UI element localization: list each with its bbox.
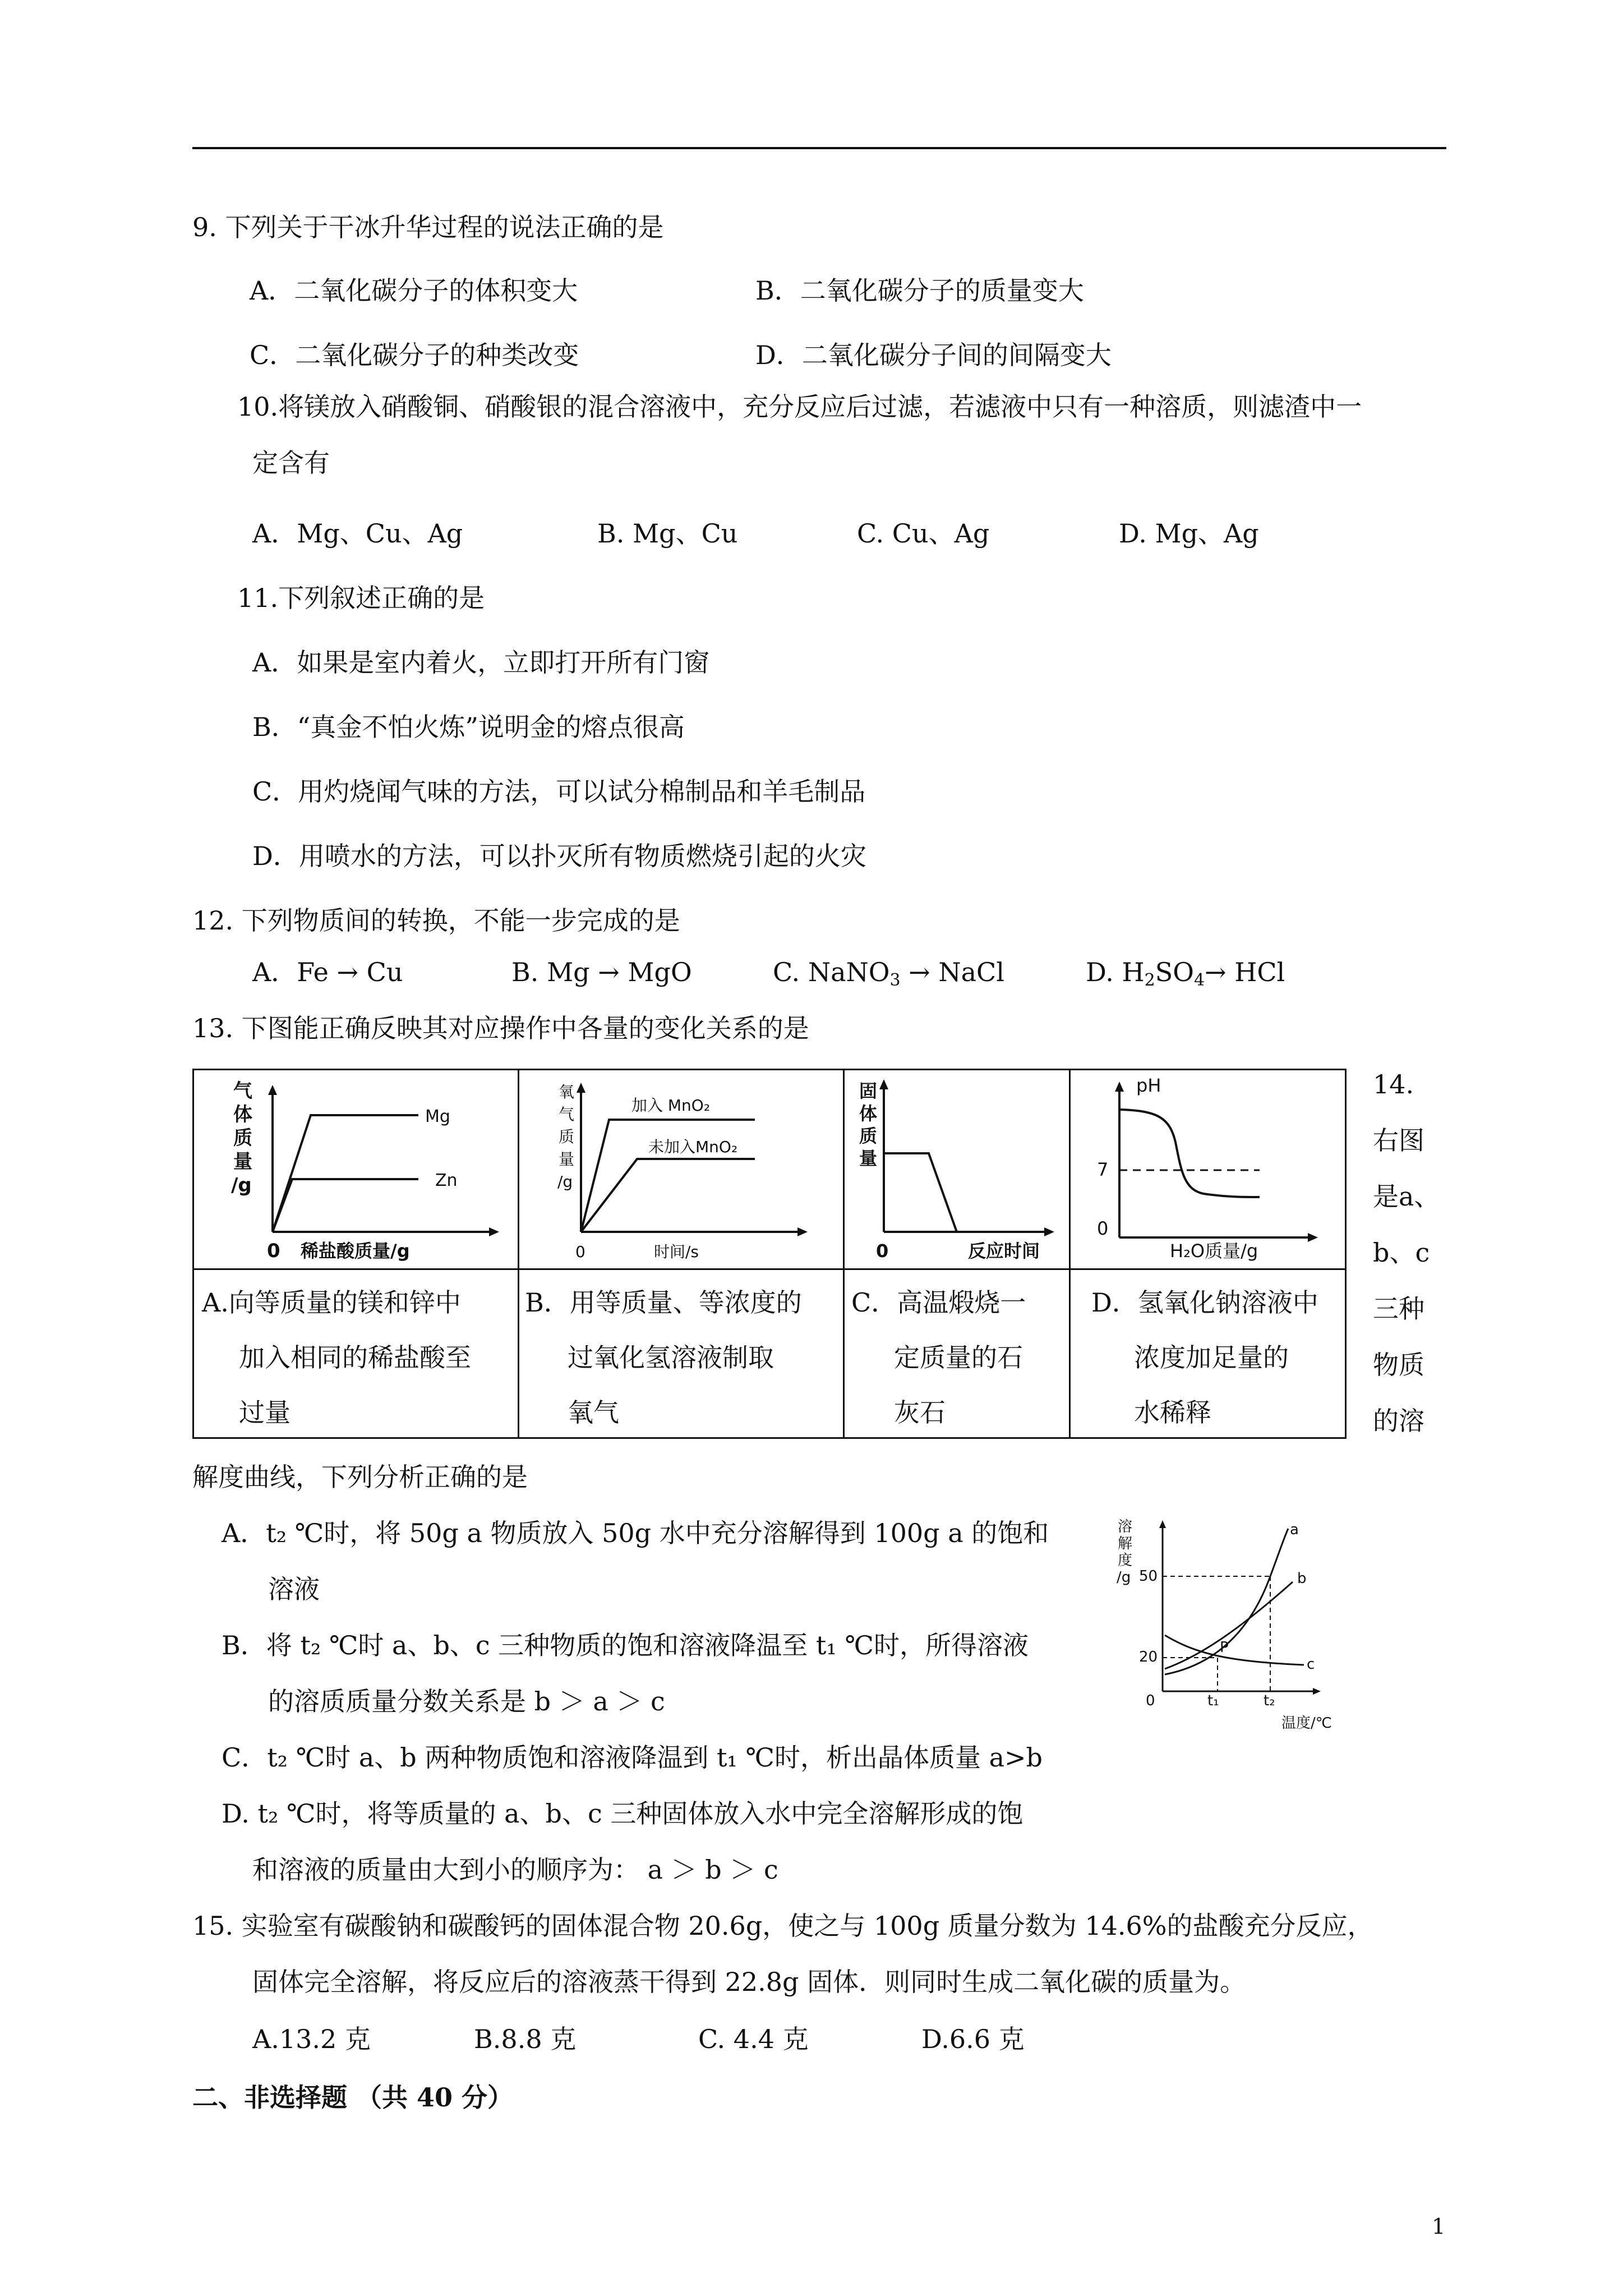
q10-option-b: B. Mg、Cu — [597, 518, 738, 549]
sol-ytick-50: 50 — [1139, 1568, 1158, 1585]
q11-option-c: C．用灼烧闻气味的方法，可以试分棉制品和羊毛制品 — [252, 776, 866, 807]
q13-caption-a: A.向等质量的镁和锌中 加入相同的稀盐酸至 过量 — [202, 1287, 471, 1428]
graph-b-ylabel-0: 氧 — [559, 1083, 575, 1101]
sol-xlabel: 温度/℃ — [1281, 1715, 1332, 1732]
q10-option-c: C. Cu、Ag — [857, 518, 990, 549]
section-2-title: 二、非选择题 （共 40 分） — [192, 2082, 514, 2113]
graph-b — [553, 1075, 833, 1266]
graph-b-origin: 0 — [575, 1243, 585, 1261]
graph-d-tick-7: 7 — [1097, 1159, 1109, 1180]
q9-option-b: B．二氧化碳分子的质量变大 — [755, 275, 1084, 306]
graph-a-ylabel-1: 体 — [233, 1103, 252, 1126]
graph-c-xlabel: 反应时间 — [968, 1240, 1040, 1262]
q9-option-a: A．二氧化碳分子的体积变大 — [250, 275, 578, 306]
sol-ytick-20: 20 — [1139, 1649, 1158, 1665]
graph-a-series-mg: Mg — [425, 1107, 450, 1126]
q11-option-a: A．如果是室内着火，立即打开所有门窗 — [252, 647, 710, 678]
header-rule — [192, 147, 1446, 149]
q14-side-6: 的溶 — [1373, 1406, 1424, 1436]
q14-option-a-line2: 溶液 — [268, 1574, 320, 1604]
q14-option-a-line1: A．t₂ ℃时，将 50g a 物质放入 50g 水中充分溶解得到 100g a 的饱和 — [222, 1518, 1049, 1548]
q14-side-4: 三种 — [1373, 1294, 1424, 1324]
graph-b-ylabel-3: 量 — [559, 1150, 575, 1168]
q11-stem: 11.下列叙述正确的是 — [237, 583, 485, 613]
q13-table — [192, 1069, 1347, 1439]
graph-d-ylabel: pH — [1136, 1075, 1161, 1096]
q12-option-a: A．Fe → Cu — [252, 957, 403, 987]
arrow-icon: → — [336, 957, 359, 987]
sol-point-p: P — [1220, 1639, 1229, 1656]
q13-caption-d: D．氢氧化钠溶液中 浓度加足量的 水稀释 — [1091, 1287, 1318, 1428]
graph-c-ylabel-1: 体 — [859, 1103, 878, 1124]
q15-stem-line1: 15. 实验室有碳酸钠和碳酸钙的固体混合物 20.6g，使之与 100g 质量分数为 14.6%的盐酸充分反应， — [192, 1911, 1373, 1941]
arrow-icon: → — [598, 957, 620, 987]
sol-xtick-t1: t₁ — [1207, 1692, 1219, 1709]
q9-option-d: D．二氧化碳分子间的间隔变大 — [755, 340, 1112, 370]
q15-option-c: C. 4.4 克 — [698, 2024, 809, 2054]
q15-option-d: D.6.6 克 — [921, 2024, 1025, 2054]
graph-c-origin: 0 — [876, 1240, 889, 1262]
q14-option-d-line1: D. t₂ ℃时，将等质量的 a、b、c 三种固体放入水中完全溶解形成的饱 — [222, 1798, 1023, 1829]
q14-option-d-line2: 和溶液的质量由大到小的顺序为： a ＞ b ＞ c — [252, 1855, 778, 1885]
q10-stem-line1: 10.将镁放入硝酸铜、硝酸银的混合溶液中，充分反应后过滤，若滤液中只有一种溶质，则滤渣中一 — [237, 392, 1362, 422]
sol-curve-b-label: b — [1297, 1570, 1307, 1587]
graph-d — [1075, 1075, 1344, 1266]
graph-a-ylabel-0: 气 — [233, 1080, 252, 1102]
sol-xtick-0: 0 — [1146, 1692, 1155, 1709]
q15-option-b: B.8.8 克 — [474, 2024, 577, 2054]
graph-b-ylabel-4: /g — [557, 1172, 573, 1191]
q12-stem: 12. 下列物质间的转换，不能一步完成的是 — [192, 905, 680, 936]
graph-a-ylabel-3: 量 — [233, 1151, 252, 1173]
sol-curve-c-label: c — [1307, 1656, 1315, 1673]
q12-option-b: B. Mg → MgO — [511, 957, 692, 987]
q15-stem-line2: 固体完全溶解，将反应后的溶液蒸干得到 22.8g 固体．则同时生成二氧化碳的质量为。 — [252, 1967, 1246, 1997]
sol-xtick-t2: t₂ — [1264, 1692, 1275, 1709]
q12-option-d: D. $H_2SO_4\to$ HCl — [1086, 957, 1285, 990]
q10-stem-line2: 定含有 — [252, 448, 330, 478]
q14-side-3: b、c — [1373, 1237, 1430, 1268]
page-number: 1 — [1432, 2214, 1446, 2239]
q14-option-b-line2: 的溶质质量分数关系是 b ＞ a ＞ c — [268, 1686, 665, 1717]
q13-stem: 13. 下图能正确反映其对应操作中各量的变化关系的是 — [192, 1013, 809, 1043]
graph-b-xlabel: 时间/s — [654, 1243, 699, 1261]
q15-option-a: A.13.2 克 — [252, 2024, 371, 2054]
q14-option-c: C．t₂ ℃时 a、b 两种物质饱和溶液降温到 t₁ ℃时，析出晶体质量 a>b — [222, 1742, 1043, 1773]
sol-ylabel-0: 溶 — [1118, 1519, 1133, 1535]
graph-a — [228, 1075, 508, 1266]
q13-caption-c: C．高温煅烧一 定质量的石 灰石 — [851, 1287, 1026, 1428]
sol-ylabel-2: 度 — [1118, 1552, 1133, 1569]
q13-caption-b: B．用等质量、等浓度的 过氧化氢溶液制取 氧气 — [525, 1287, 802, 1428]
q11-option-b: B．“真金不怕火炼”说明金的熔点很高 — [252, 712, 685, 742]
q10-option-a: A．Mg、Cu、Ag — [252, 518, 463, 549]
graph-b-series-without-mno2: 未加入MnO₂ — [648, 1138, 738, 1156]
q14-side-2: 是a、 — [1373, 1181, 1440, 1212]
q14-stem: 解度曲线，下列分析正确的是 — [192, 1462, 528, 1492]
q14-side-0: 14. — [1373, 1069, 1414, 1099]
arrow-icon: → — [909, 957, 930, 987]
q10-option-d: D. Mg、Ag — [1119, 518, 1259, 549]
graph-a-ylabel-2: 质 — [233, 1127, 252, 1149]
graph-b-ylabel-1: 气 — [559, 1105, 575, 1124]
sol-ylabel-3: /g — [1117, 1569, 1131, 1586]
sol-curve-a-label: a — [1290, 1521, 1299, 1538]
q9-stem: 9. 下列关于干冰升华过程的说法正确的是 — [192, 212, 664, 242]
graph-c-ylabel-2: 质 — [859, 1125, 878, 1147]
graph-d-origin: 0 — [1097, 1218, 1109, 1239]
graph-a-series-zn: Zn — [435, 1171, 458, 1190]
q14-side-5: 物质 — [1373, 1350, 1424, 1380]
q14-side-1: 右图 — [1373, 1125, 1424, 1156]
solubility-chart — [1113, 1515, 1349, 1739]
graph-a-origin: 0 — [267, 1240, 280, 1262]
graph-c — [856, 1075, 1063, 1266]
graph-c-ylabel-0: 固 — [859, 1080, 878, 1102]
q14-option-b-line1: B．将 t₂ ℃时 a、b、c 三种物质的饱和溶液降温至 t₁ ℃时，所得溶液 — [222, 1630, 1029, 1660]
sol-ylabel-1: 解 — [1118, 1535, 1133, 1552]
q9-option-c: C．二氧化碳分子的种类改变 — [250, 340, 579, 370]
arrow-icon: → — [1205, 957, 1227, 987]
graph-d-xlabel: H₂O质量/g — [1170, 1240, 1258, 1262]
graph-b-series-with-mno2: 加入 MnO₂ — [631, 1096, 711, 1115]
graph-a-xlabel: 稀盐酸质量/g — [301, 1240, 410, 1262]
graph-a-ylabel-4: /g — [231, 1174, 252, 1197]
q12-option-c: C. NaNO$_3$ → NaCl — [773, 957, 1004, 990]
q11-option-d: D．用喷水的方法，可以扑灭所有物质燃烧引起的火灾 — [252, 841, 866, 871]
graph-b-ylabel-2: 质 — [559, 1128, 575, 1146]
graph-c-ylabel-3: 量 — [859, 1148, 878, 1169]
